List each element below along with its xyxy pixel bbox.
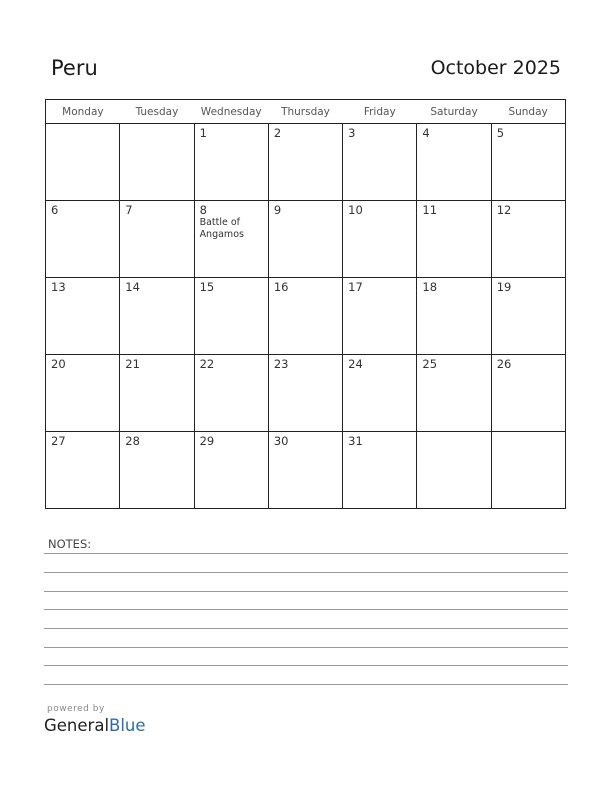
day-cell <box>120 432 194 509</box>
calendar-grid <box>45 99 566 509</box>
day-number: 2 <box>273 126 282 140</box>
day-cell <box>343 432 417 509</box>
day-number: 22 <box>199 357 215 371</box>
logo-text-blue: Blue <box>109 716 146 735</box>
day-number: 31 <box>348 434 363 448</box>
day-number: 15 <box>199 280 215 294</box>
day-number: 6 <box>51 203 59 217</box>
day-cell <box>491 432 565 509</box>
week-row <box>46 355 566 432</box>
day-cell <box>491 355 565 432</box>
day-number: 3 <box>348 126 356 140</box>
weekday-thursday: Thursday <box>268 100 342 124</box>
generalblue-logo <box>44 716 146 735</box>
day-number: 26 <box>496 357 512 371</box>
day-cell <box>46 355 120 432</box>
day-number: 1 <box>199 126 207 140</box>
week-row <box>46 124 566 201</box>
day-cell <box>194 355 268 432</box>
day-number <box>120 124 193 126</box>
day-number: 24 <box>348 357 363 371</box>
day-number <box>417 432 490 434</box>
day-cell <box>268 201 342 278</box>
weekday-sunday: Sunday <box>491 100 565 124</box>
day-cell <box>343 278 417 355</box>
notes-label: NOTES: <box>48 537 92 551</box>
country-title: Peru <box>51 56 98 80</box>
holiday-event: Battle of Angamos <box>199 217 244 240</box>
note-line <box>44 591 568 592</box>
month-year-title: October 2025 <box>430 57 561 79</box>
day-cell <box>194 124 268 201</box>
day-cell <box>120 201 194 278</box>
day-number: 4 <box>422 126 430 140</box>
day-number: 28 <box>125 434 140 448</box>
day-number: 16 <box>273 280 289 294</box>
day-cell <box>194 432 268 509</box>
day-cell <box>491 124 565 201</box>
day-cell <box>46 124 120 201</box>
powered-by-text: powered by <box>47 704 105 714</box>
day-cell <box>417 278 491 355</box>
day-cell <box>120 355 194 432</box>
day-cell <box>491 201 565 278</box>
week-row <box>46 432 566 509</box>
day-number: 9 <box>273 203 282 217</box>
day-number: 7 <box>125 203 133 217</box>
week-row <box>46 201 566 278</box>
weekday-monday: Monday <box>46 100 120 124</box>
day-cell <box>343 124 417 201</box>
day-number: 17 <box>348 280 363 294</box>
day-number: 12 <box>496 203 512 217</box>
note-line <box>44 647 568 648</box>
day-number <box>492 432 565 434</box>
weekday-header-row <box>46 100 566 124</box>
day-cell <box>46 278 120 355</box>
day-cell <box>417 201 491 278</box>
day-number: 5 <box>496 126 505 140</box>
day-number: 14 <box>125 280 140 294</box>
day-cell <box>268 124 342 201</box>
day-number <box>46 124 119 126</box>
weekday-friday: Friday <box>343 100 417 124</box>
note-line <box>44 553 568 554</box>
day-cell <box>46 201 120 278</box>
day-cell <box>268 432 342 509</box>
day-number: 25 <box>422 357 438 371</box>
weekday-wednesday: Wednesday <box>194 100 268 124</box>
day-cell <box>268 355 342 432</box>
weekday-saturday: Saturday <box>417 100 491 124</box>
day-cell <box>417 355 491 432</box>
day-number: 8 <box>199 203 207 217</box>
note-line <box>44 628 568 629</box>
day-number: 23 <box>273 357 289 371</box>
day-number: 11 <box>422 203 438 217</box>
day-cell <box>194 201 268 278</box>
weekday-tuesday: Tuesday <box>120 100 194 124</box>
logo-text-general: General <box>44 716 110 735</box>
day-number: 19 <box>496 280 512 294</box>
note-line <box>44 572 568 573</box>
day-cell <box>194 278 268 355</box>
day-cell <box>491 278 565 355</box>
day-cell <box>417 124 491 201</box>
day-number: 27 <box>51 434 66 448</box>
day-number: 30 <box>273 434 289 448</box>
note-line <box>44 609 568 610</box>
day-cell <box>120 278 194 355</box>
week-row <box>46 278 566 355</box>
day-cell <box>343 201 417 278</box>
day-number: 20 <box>51 357 66 371</box>
day-number: 18 <box>422 280 438 294</box>
day-cell <box>343 355 417 432</box>
day-cell <box>417 432 491 509</box>
day-number: 13 <box>51 280 66 294</box>
day-number: 10 <box>348 203 363 217</box>
day-cell <box>46 432 120 509</box>
note-line <box>44 684 568 685</box>
day-number: 29 <box>199 434 215 448</box>
note-line <box>44 665 568 666</box>
day-cell <box>120 124 194 201</box>
day-cell <box>268 278 342 355</box>
day-number: 21 <box>125 357 140 371</box>
